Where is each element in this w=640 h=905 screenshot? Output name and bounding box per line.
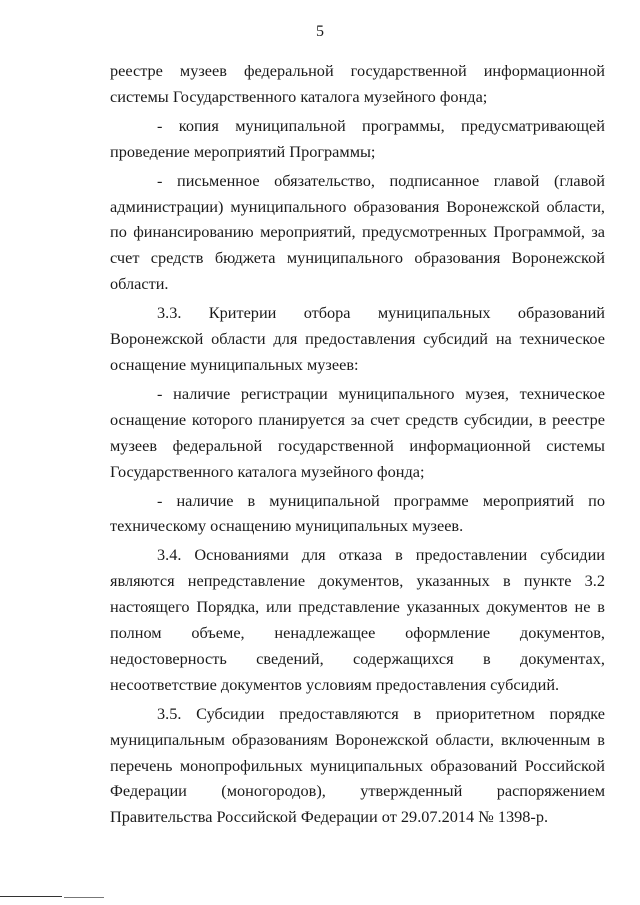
page-number: 5 bbox=[316, 23, 324, 40]
footer-divider-secondary bbox=[64, 897, 104, 898]
paragraph-museum-registration: - наличие регистрации муниципального музея, техническое оснащение которого планируется за счет средств субсидии, в реестре музеев федеральной государственной информационной системы Государственного каталога музейного фонда; bbox=[110, 383, 605, 481]
paragraph-program-copy: - копия муниципальной программы, предусматривающей проведение мероприятий Программы; bbox=[110, 115, 605, 161]
paragraph-section-3-3: 3.3. Критерии отбора муниципальных образований Воронежской области для предоставления субсидий на техническое оснащение муниципальных музеев: bbox=[110, 303, 605, 374]
paragraph-written-obligation: - письменное обязательство, подписанное главой (главой администрации) муниципального образования Воронежской области, по финансированию мероприятий, предусмотренных Программой, за счет средств бюджета муниципального образования Воронежской области. bbox=[110, 170, 605, 294]
document-body bbox=[110, 58, 605, 830]
footer-divider bbox=[0, 896, 62, 897]
paragraph-registry-continuation: реестре музеев федеральной государственной информационной системы Государственного каталога музейного фонда; bbox=[110, 61, 605, 106]
paragraph-section-3-4: 3.4. Основаниями для отказа в предоставлении субсидии являются непредставление документов, указанных в пункте 3.2 настоящего Порядка, или представление указанных документов не в полном объеме, ненадлежащее оформление документов, недостоверность сведений, содержащихся в документах, несоответствие документов условиям предоставления субсидий. bbox=[110, 545, 605, 694]
paragraph-section-3-5: 3.5. Субсидии предоставляются в приоритетном порядке муниципальным образованиям Воронежской области, включенным в перечень монопрофильных муниципальных образований Российской Федерации (моногородов), утвержденный распоряжением Правительства Российской Федерации от 29.07.2014 № 1398-р. bbox=[110, 703, 605, 827]
paragraph-program-measures: - наличие в муниципальной программе мероприятий по техническому оснащению муниципальных музеев. bbox=[110, 490, 605, 536]
